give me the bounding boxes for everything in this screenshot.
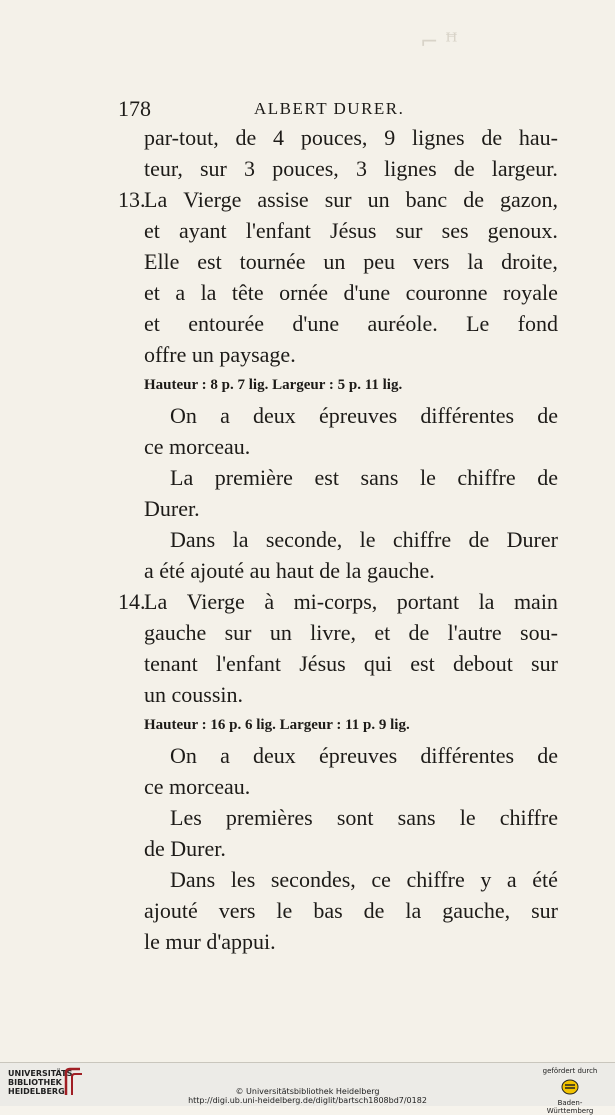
word: tête bbox=[231, 280, 264, 305]
text-line-content: ce morceau. bbox=[144, 434, 251, 459]
word: été bbox=[532, 867, 558, 892]
word: de bbox=[468, 527, 490, 552]
word: sur bbox=[324, 187, 352, 212]
word: Le bbox=[466, 311, 490, 336]
word: les bbox=[230, 867, 256, 892]
text-line-content: a été ajouté au haut de la gauche. bbox=[144, 558, 435, 583]
word: de bbox=[537, 403, 558, 428]
word: auréole. bbox=[367, 311, 438, 336]
word: de bbox=[235, 125, 257, 150]
word: premières bbox=[225, 805, 313, 830]
text-line bbox=[118, 617, 558, 648]
text-line-content: ce morceau. bbox=[144, 774, 251, 799]
text-line-content: de Durer. bbox=[144, 836, 226, 861]
word: sans bbox=[360, 465, 399, 490]
word: différentes bbox=[420, 743, 515, 768]
word: Durer bbox=[506, 527, 558, 552]
word: la bbox=[478, 589, 495, 614]
text-line bbox=[118, 493, 558, 524]
word: tenant bbox=[144, 651, 198, 676]
text-line-content: offre un paysage. bbox=[144, 342, 296, 367]
text-line bbox=[118, 740, 558, 771]
word: gauche, bbox=[442, 898, 511, 923]
word: Dans bbox=[170, 867, 216, 892]
text-line bbox=[118, 524, 558, 555]
word: livre, bbox=[310, 620, 356, 645]
text-line bbox=[118, 153, 558, 184]
word: Jésus bbox=[299, 651, 346, 676]
word: le bbox=[459, 805, 476, 830]
word: un bbox=[269, 620, 292, 645]
word: chiffre bbox=[457, 465, 516, 490]
word: la bbox=[200, 280, 217, 305]
word: le bbox=[359, 527, 376, 552]
page-number: 178 bbox=[118, 96, 151, 121]
text-line bbox=[118, 833, 558, 864]
word: Elle bbox=[144, 249, 180, 274]
word: lignes bbox=[384, 156, 437, 181]
text-line bbox=[118, 215, 558, 246]
text-line-content: Durer. bbox=[144, 496, 200, 521]
word: sur bbox=[224, 620, 252, 645]
copyright-text: © Universitätsbibliothek Heidelberg bbox=[235, 1087, 380, 1096]
word: sont bbox=[336, 805, 374, 830]
text-line-content bbox=[170, 740, 558, 771]
word: sou- bbox=[520, 620, 558, 645]
word: d'une bbox=[343, 280, 391, 305]
word: vers bbox=[218, 898, 256, 923]
word: sans bbox=[397, 805, 436, 830]
word: y bbox=[480, 867, 492, 892]
word: qui bbox=[363, 651, 393, 676]
word: hau- bbox=[518, 125, 558, 150]
word: chiffre bbox=[392, 527, 452, 552]
funder-seal-icon bbox=[560, 1077, 580, 1097]
text-line bbox=[118, 926, 558, 957]
word: sur bbox=[531, 651, 558, 676]
word: sur bbox=[199, 156, 227, 181]
page-header bbox=[118, 96, 558, 122]
word: ce bbox=[371, 867, 391, 892]
word: l'enfant bbox=[245, 218, 311, 243]
word: d'une bbox=[292, 311, 340, 336]
word: 3 bbox=[244, 156, 256, 181]
word: de bbox=[408, 620, 430, 645]
text-line-content bbox=[144, 308, 558, 339]
word: de bbox=[537, 465, 558, 490]
word: Vierge bbox=[186, 589, 245, 614]
word: un bbox=[323, 249, 346, 274]
text-line-content bbox=[144, 153, 558, 184]
word: a bbox=[506, 867, 517, 892]
text-line bbox=[118, 339, 558, 370]
text-line bbox=[118, 370, 558, 400]
entry-number: 13. bbox=[118, 187, 146, 212]
word: largeur. bbox=[491, 156, 558, 181]
word: de bbox=[537, 743, 558, 768]
text-line bbox=[118, 895, 558, 926]
word: le bbox=[276, 898, 293, 923]
word: pouces, bbox=[272, 156, 339, 181]
word: sur bbox=[531, 898, 558, 923]
text-line bbox=[118, 400, 558, 431]
text-line-content: Hauteur : 8 p. 7 lig. Largeur : 5 p. 11 lig. bbox=[144, 377, 403, 393]
text-line-content bbox=[144, 122, 558, 153]
word: 9 bbox=[384, 125, 396, 150]
text-line bbox=[118, 246, 558, 277]
source-url[interactable]: http://digi.ub.uni-heidelberg.de/diglit/bartsch1808bd7/0182 bbox=[188, 1096, 427, 1105]
word: La bbox=[144, 589, 168, 614]
word: de bbox=[363, 898, 385, 923]
word: couronne bbox=[405, 280, 488, 305]
word: ornée bbox=[279, 280, 328, 305]
word: main bbox=[513, 589, 558, 614]
text-line-content bbox=[144, 895, 558, 926]
word: On bbox=[170, 403, 197, 428]
text-line-content bbox=[170, 524, 558, 555]
word: debout bbox=[452, 651, 513, 676]
word: deux bbox=[253, 743, 296, 768]
word: secondes, bbox=[270, 867, 356, 892]
word: 3 bbox=[355, 156, 367, 181]
text-line bbox=[118, 184, 558, 215]
library-logo-text: UNIVERSITÄTS- BIBLIOTHEK HEIDELBERG bbox=[8, 1069, 76, 1096]
word: est bbox=[410, 651, 435, 676]
word: et bbox=[374, 620, 391, 645]
text-line bbox=[118, 586, 558, 617]
running-head: ALBERT DURER. bbox=[254, 99, 405, 118]
word: est bbox=[197, 249, 222, 274]
text-line bbox=[118, 648, 558, 679]
word: ses bbox=[441, 218, 469, 243]
word: gazon, bbox=[499, 187, 558, 212]
word: à bbox=[264, 589, 275, 614]
word: Les bbox=[170, 805, 202, 830]
text-line-content bbox=[170, 400, 558, 431]
text-line-content bbox=[144, 184, 558, 215]
word: lignes bbox=[411, 125, 465, 150]
word: portant bbox=[396, 589, 460, 614]
word: sur bbox=[395, 218, 423, 243]
word: ajouté bbox=[144, 898, 198, 923]
text-line bbox=[118, 802, 558, 833]
word: et bbox=[144, 311, 160, 336]
text-line bbox=[118, 431, 558, 462]
word: chiffre bbox=[406, 867, 465, 892]
word: la bbox=[405, 898, 422, 923]
word: différentes bbox=[420, 403, 515, 428]
word: la bbox=[232, 527, 249, 552]
word: mi-corps, bbox=[293, 589, 378, 614]
text-line bbox=[118, 771, 558, 802]
text-line-content bbox=[170, 802, 558, 833]
word: Dans bbox=[170, 527, 216, 552]
word: On bbox=[170, 743, 197, 768]
word: a bbox=[175, 280, 186, 305]
word: ayant bbox=[179, 218, 227, 243]
text-line bbox=[118, 679, 558, 710]
word: banc bbox=[405, 187, 448, 212]
body-text bbox=[118, 122, 558, 957]
word: peu bbox=[363, 249, 395, 274]
text-line bbox=[118, 277, 558, 308]
word: teur, bbox=[144, 156, 183, 181]
word: de bbox=[453, 156, 475, 181]
word: fond bbox=[517, 311, 558, 336]
word: le bbox=[419, 465, 436, 490]
text-line-content bbox=[144, 246, 558, 277]
text-line-content bbox=[170, 864, 558, 895]
word: et bbox=[144, 280, 160, 305]
text-line bbox=[118, 462, 558, 493]
word: deux bbox=[253, 403, 296, 428]
word: de bbox=[481, 125, 503, 150]
word: La bbox=[170, 465, 194, 490]
word: assise bbox=[257, 187, 309, 212]
text-line-content bbox=[144, 215, 558, 246]
word: épreuves bbox=[318, 743, 398, 768]
word: royale bbox=[502, 280, 558, 305]
text-line bbox=[118, 555, 558, 586]
word: a bbox=[220, 403, 230, 428]
text-line-content: Hauteur : 16 p. 6 lig. Largeur : 11 p. 9 lig. bbox=[144, 717, 410, 733]
word: bas bbox=[313, 898, 343, 923]
word: première bbox=[214, 465, 293, 490]
text-line bbox=[118, 710, 558, 740]
word: seconde, bbox=[265, 527, 343, 552]
word: La bbox=[144, 187, 168, 212]
word: Vierge bbox=[183, 187, 242, 212]
text-line bbox=[118, 122, 558, 153]
word: droite, bbox=[501, 249, 558, 274]
word: Jésus bbox=[330, 218, 377, 243]
word: l'enfant bbox=[215, 651, 282, 676]
word: pouces, bbox=[300, 125, 368, 150]
word: épreuves bbox=[318, 403, 398, 428]
word: et bbox=[144, 218, 160, 243]
word: chiffre bbox=[499, 805, 558, 830]
word: tournée bbox=[239, 249, 306, 274]
word: par-tout, bbox=[144, 125, 219, 150]
text-line bbox=[118, 864, 558, 895]
funding-note: gefördert durch Baden-Württemberg bbox=[542, 1067, 598, 1115]
text-line-content bbox=[144, 617, 558, 648]
text-line-content bbox=[144, 648, 558, 679]
text-line bbox=[118, 308, 558, 339]
text-line-content bbox=[170, 462, 558, 493]
word: de bbox=[463, 187, 484, 212]
word: genoux. bbox=[487, 218, 558, 243]
library-footer bbox=[0, 1062, 615, 1115]
word: vers bbox=[412, 249, 450, 274]
entry-number: 14. bbox=[118, 589, 146, 614]
word: l'autre bbox=[447, 620, 502, 645]
word: un bbox=[367, 187, 390, 212]
word: entourée bbox=[188, 311, 264, 336]
text-line-content bbox=[144, 277, 558, 308]
word: gauche bbox=[144, 620, 207, 645]
text-line-content: le mur d'appui. bbox=[144, 929, 276, 954]
bleed-through-mark: ⌐ ꟸ bbox=[420, 30, 458, 55]
text-line-content: un coussin. bbox=[144, 682, 243, 707]
word: 4 bbox=[273, 125, 285, 150]
word: est bbox=[314, 465, 339, 490]
word: a bbox=[220, 743, 230, 768]
text-line-content bbox=[144, 586, 558, 617]
word: la bbox=[467, 249, 484, 274]
